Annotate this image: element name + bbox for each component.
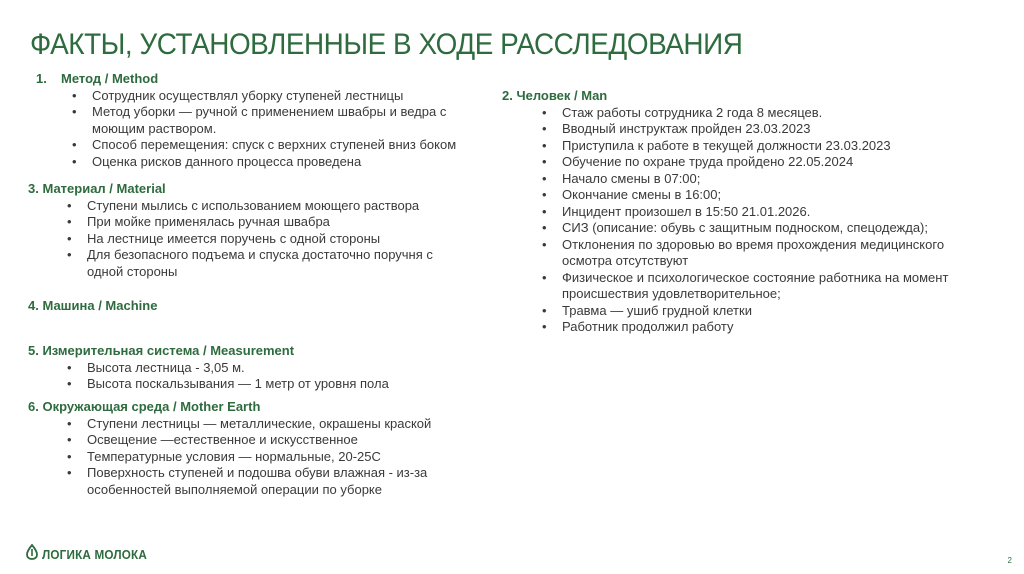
section-heading: 5. Измерительная система / Measurement <box>28 343 295 358</box>
bullet-list <box>87 416 488 499</box>
slide-title: ФАКТЫ, УСТАНОВЛЕННЫЕ В ХОДЕ РАССЛЕДОВАНИЯ <box>30 28 743 61</box>
list-item: • На лестнице имеется поручень с одной стороны <box>87 231 488 248</box>
list-item: • Инцидент произошел в 15:50 21.01.2026. <box>562 204 992 221</box>
list-item: • Окончание смены в 16:00; <box>562 187 992 204</box>
section-material <box>28 181 488 280</box>
section-number: 1. <box>36 71 47 86</box>
list-item: • Вводный инструктаж пройден 23.03.2023 <box>562 121 992 138</box>
milk-drop-logo-icon <box>26 544 38 565</box>
list-item: • Отклонения по здоровью во время прохождения медицинского осмотра отсутствуют <box>562 237 962 270</box>
list-item: • СИЗ (описание: обувь с защитным подноском, спецодежда); <box>562 220 992 237</box>
list-item: • При мойке применялась ручная швабра <box>87 214 488 231</box>
list-item: • Освещение —естественное и искусственное <box>87 432 488 449</box>
section-man <box>502 88 992 336</box>
section-heading: 2. Человек / Man <box>502 88 608 103</box>
section-heading: 4. Машина / Machine <box>28 298 158 313</box>
list-item: • Температурные условия — нормальные, 20-25С <box>87 449 488 466</box>
page-number: 2 <box>1007 556 1012 565</box>
list-item: • Оценка рисков данного процесса проведена <box>92 154 506 171</box>
list-item: • Работник продолжил работу <box>562 319 992 336</box>
list-item: • Сотрудник осуществлял уборку ступеней лестницы <box>92 88 506 105</box>
list-item: • Стаж работы сотрудника 2 года 8 месяцев. <box>562 105 992 122</box>
list-item: • Высота поскальзывания — 1 метр от уровня пола <box>87 376 488 393</box>
list-item: • Метод уборки — ручной с применением швабры и ведра с моющим раствором. <box>92 104 477 137</box>
list-item: • Начало смены в 07:00; <box>562 171 992 188</box>
section-heading <box>36 71 506 88</box>
section-heading: 6. Окружающая среда / Mother Earth <box>28 399 261 414</box>
section-method <box>36 71 506 170</box>
section-heading: 3. Материал / Material <box>28 181 166 196</box>
list-item: • Для безопасного подъема и спуска достаточно поручня с одной стороны <box>87 247 472 280</box>
company-logo <box>26 544 159 564</box>
list-item: • Обучение по охране труда пройдено 22.05.2024 <box>562 154 992 171</box>
section-machine <box>28 298 157 315</box>
list-item: • Приступила к работе в текущей должности 23.03.2023 <box>562 138 992 155</box>
section-title: Метод / Method <box>61 71 159 86</box>
list-item: • Высота лестница - 3,05 м. <box>87 360 488 377</box>
logo-text: ЛОГИКА МОЛОКА <box>42 546 147 562</box>
list-item: • Физическое и психологическое состояние работника на момент происшествия удовлетворительное; <box>562 270 982 303</box>
bullet-list <box>87 360 488 393</box>
section-measurement <box>28 343 488 393</box>
list-item: • Поверхность ступеней и подошва обуви влажная - из-за особенностей выполняемой операции по уборке <box>87 465 472 498</box>
bullet-list <box>87 198 488 281</box>
bullet-list <box>562 105 992 336</box>
bullet-list <box>92 88 506 171</box>
list-item: • Ступени лестницы — металлические, окрашены краской <box>87 416 488 433</box>
list-item: • Травма — ушиб грудной клетки <box>562 303 992 320</box>
list-item: • Ступени мылись с использованием моющего раствора <box>87 198 488 215</box>
section-environment <box>28 399 488 498</box>
list-item: • Способ перемещения: спуск с верхних ступеней вниз боком <box>92 137 506 154</box>
